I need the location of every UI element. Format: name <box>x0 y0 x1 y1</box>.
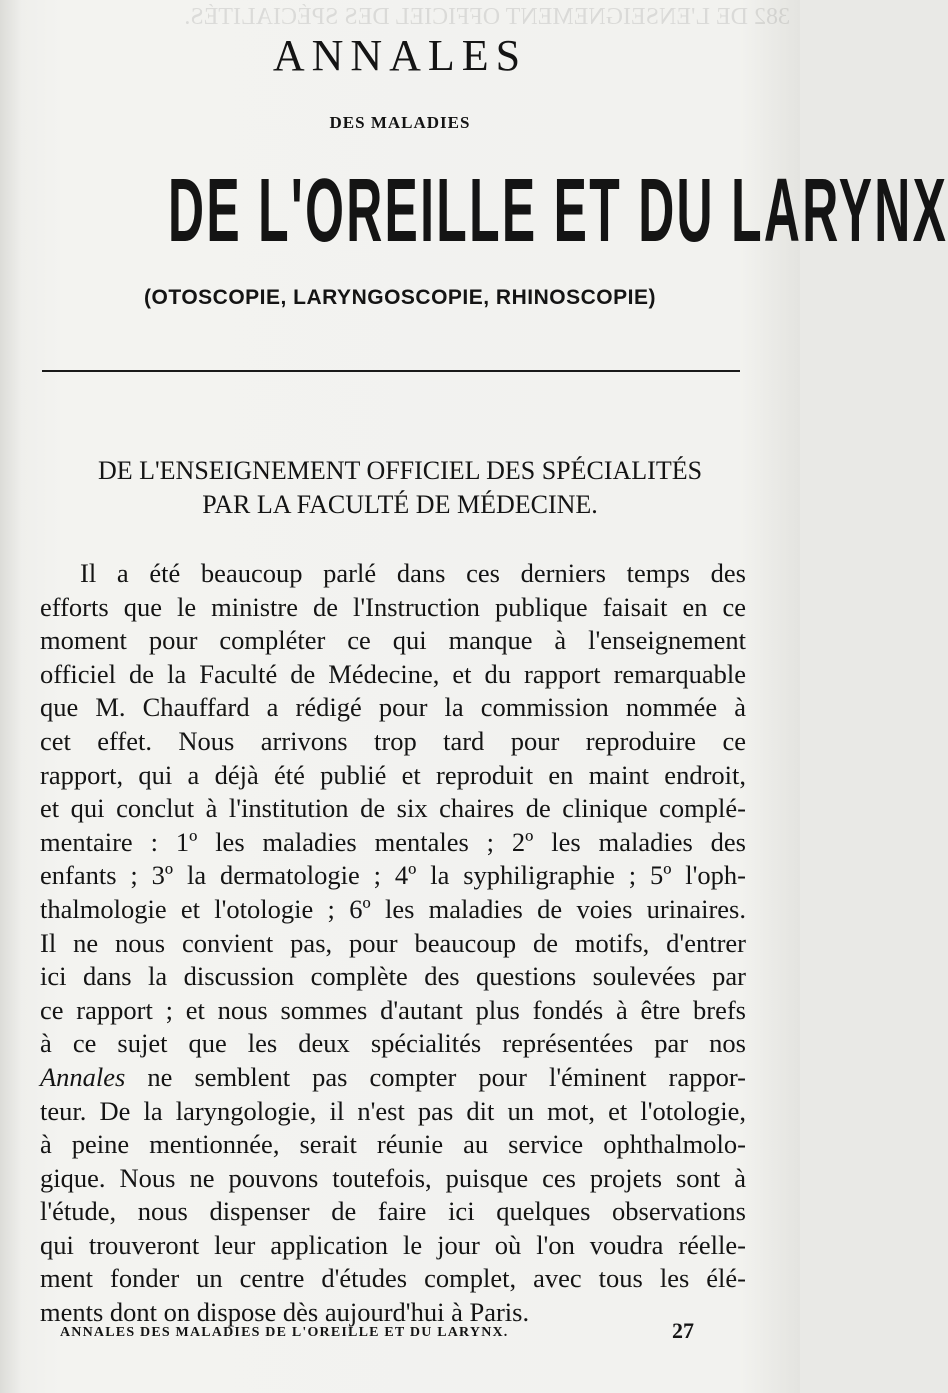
body-line: mentaire : 1º les maladies mentales ; 2º les maladies des <box>40 826 746 857</box>
body-line: moment pour compléter ce qui manque à l'enseignement <box>40 625 746 656</box>
body-line: ici dans la discussion complète des questions soulevées par <box>40 961 746 992</box>
journal-subtitle: (OTOSCOPIE, LARYNGOSCOPIE, RHINOSCOPIE) <box>144 286 656 309</box>
body-line: ments dont on dispose dès aujourd'hui à Paris. <box>40 1297 530 1328</box>
body-line: et qui conclut à l'institution de six chaires de clinique complé- <box>40 793 746 824</box>
running-footer-title: ANNALES DES MALADIES DE L'OREILLE ET DU LARYNX. <box>60 1325 509 1340</box>
body-line: officiel de la Faculté de Médecine, et du rapport remarquable <box>40 658 746 689</box>
body-line: ment fonder un centre d'études complet, avec tous les élé- <box>40 1263 746 1294</box>
journal-title-des-maladies: DES MALADIES <box>329 113 471 132</box>
body-line: qui trouveront leur application le jour où l'on voudra réelle- <box>40 1229 746 1260</box>
page-number: 27 <box>672 1318 694 1343</box>
journal-title-annales: ANNALES <box>272 31 528 80</box>
article-heading-line-1: DE L'ENSEIGNEMENT OFFICIEL DES SPÉCIALITÉS <box>97 456 703 485</box>
body-line: Il ne nous convient pas, pour beaucoup de motifs, d'entrer <box>40 927 746 958</box>
body-line: thalmologie et l'otologie ; 6º les maladies de voies urinaires. <box>40 893 746 924</box>
body-line: ce rapport ; et nous sommes d'autant plus fondés à être brefs <box>40 994 746 1025</box>
body-line: enfants ; 3º la dermatologie ; 4º la syphiligraphie ; 5º l'oph- <box>40 860 746 891</box>
body-line: l'étude, nous dispenser de faire ici quelques observations <box>40 1196 746 1227</box>
show-through-text: 382 DE L'ENSEIGNEMENT OFFICIEL DES SPÉCIALITÉS. <box>184 4 790 30</box>
journal-title-main-wrapper <box>0 160 948 261</box>
body-line: à peine mentionnée, serait réunie au service ophthalmolo- <box>40 1129 746 1160</box>
italic-journal-name: Annales <box>40 1061 126 1092</box>
article-body <box>40 557 746 1330</box>
header-divider <box>42 370 740 372</box>
body-line: gique. Nous ne pouvons toutefois, puisque ces projets sont à <box>40 1162 746 1193</box>
article-heading-line-2: PAR LA FACULTÉ DE MÉDECINE. <box>202 490 598 519</box>
journal-title-main: DE L'OREILLE ET DU LARYNX <box>168 160 948 261</box>
body-line-italic-start: Annales ne semblent pas compter pour l'éminent rappor- <box>40 1061 746 1092</box>
body-line: teur. De la laryngologie, il n'est pas dit un mot, et l'otologie, <box>40 1095 746 1126</box>
body-line: efforts que le ministre de l'Instruction publique faisait en ce <box>40 591 746 622</box>
body-line: que M. Chauffard a rédigé pour la commission nommée à <box>40 692 746 723</box>
body-line: cet effet. Nous arrivons trop tard pour reproduire ce <box>40 725 746 756</box>
body-line: rapport, qui a déjà été publié et reproduit en maint endroit, <box>40 759 746 790</box>
body-line: Il a été beaucoup parlé dans ces derniers temps des <box>80 558 746 588</box>
body-line: à ce sujet que les deux spécialités représentées par nos <box>40 1028 746 1059</box>
